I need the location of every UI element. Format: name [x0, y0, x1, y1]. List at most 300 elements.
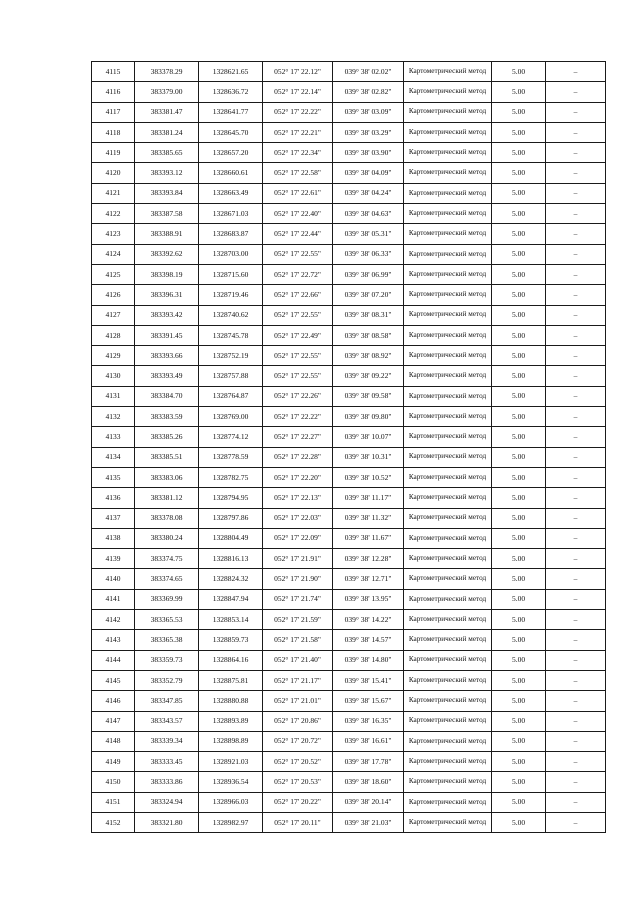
latitude-cell: 052° 17' 20.72" [263, 731, 333, 751]
longitude-cell: 039° 38' 20.14" [333, 792, 404, 812]
point-number-cell: 4128 [92, 325, 135, 345]
table-row [92, 691, 606, 711]
longitude-cell: 039° 38' 04.09" [333, 163, 404, 183]
latitude-cell: 052° 17' 22.22" [263, 102, 333, 122]
latitude-cell: 052° 17' 21.40" [263, 650, 333, 670]
point-number-cell: 4115 [92, 62, 135, 82]
point-number-cell: 4145 [92, 670, 135, 690]
y-coordinate-cell: 1328645.70 [199, 122, 263, 142]
note-cell: – [546, 467, 606, 487]
point-number-cell: 4138 [92, 528, 135, 548]
method-cell: Картометрический метод [404, 386, 492, 406]
point-number-cell: 4146 [92, 691, 135, 711]
note-cell: – [546, 305, 606, 325]
latitude-cell: 052° 17' 22.28" [263, 447, 333, 467]
table-row [92, 163, 606, 183]
method-cell: Картометрический метод [404, 508, 492, 528]
point-number-cell: 4133 [92, 427, 135, 447]
latitude-cell: 052° 17' 22.21" [263, 122, 333, 142]
x-coordinate-cell: 383347.85 [135, 691, 199, 711]
table-row [92, 528, 606, 548]
note-cell: – [546, 244, 606, 264]
note-cell: – [546, 386, 606, 406]
longitude-cell: 039° 38' 14.57" [333, 630, 404, 650]
method-cell: Картометрический метод [404, 183, 492, 203]
longitude-cell: 039° 38' 05.31" [333, 224, 404, 244]
point-number-cell: 4150 [92, 772, 135, 792]
method-cell: Картометрический метод [404, 792, 492, 812]
point-number-cell: 4131 [92, 386, 135, 406]
accuracy-cell: 5.00 [492, 488, 546, 508]
x-coordinate-cell: 383359.73 [135, 650, 199, 670]
method-cell: Картометрический метод [404, 407, 492, 427]
point-number-cell: 4121 [92, 183, 135, 203]
note-cell: – [546, 589, 606, 609]
table-row [92, 610, 606, 630]
x-coordinate-cell: 383378.29 [135, 62, 199, 82]
point-number-cell: 4129 [92, 346, 135, 366]
note-cell: – [546, 691, 606, 711]
method-cell: Картометрический метод [404, 528, 492, 548]
note-cell: – [546, 569, 606, 589]
longitude-cell: 039° 38' 03.09" [333, 102, 404, 122]
note-cell: – [546, 366, 606, 386]
x-coordinate-cell: 383374.65 [135, 569, 199, 589]
x-coordinate-cell: 383381.24 [135, 122, 199, 142]
latitude-cell: 052° 17' 21.58" [263, 630, 333, 650]
point-number-cell: 4127 [92, 305, 135, 325]
accuracy-cell: 5.00 [492, 82, 546, 102]
point-number-cell: 4134 [92, 447, 135, 467]
method-cell: Картометрический метод [404, 488, 492, 508]
latitude-cell: 052° 17' 21.17" [263, 670, 333, 690]
note-cell: – [546, 772, 606, 792]
y-coordinate-cell: 1328875.81 [199, 670, 263, 690]
y-coordinate-cell: 1328859.73 [199, 630, 263, 650]
y-coordinate-cell: 1328671.03 [199, 204, 263, 224]
table-row [92, 792, 606, 812]
x-coordinate-cell: 383321.80 [135, 812, 199, 832]
table-row [92, 183, 606, 203]
accuracy-cell: 5.00 [492, 102, 546, 122]
y-coordinate-cell: 1328778.59 [199, 447, 263, 467]
method-cell: Картометрический метод [404, 610, 492, 630]
method-cell: Картометрический метод [404, 467, 492, 487]
method-cell: Картометрический метод [404, 569, 492, 589]
point-number-cell: 4132 [92, 407, 135, 427]
accuracy-cell: 5.00 [492, 569, 546, 589]
accuracy-cell: 5.00 [492, 812, 546, 832]
x-coordinate-cell: 383388.91 [135, 224, 199, 244]
x-coordinate-cell: 383393.84 [135, 183, 199, 203]
y-coordinate-cell: 1328657.20 [199, 143, 263, 163]
accuracy-cell: 5.00 [492, 183, 546, 203]
note-cell: – [546, 549, 606, 569]
point-number-cell: 4149 [92, 752, 135, 772]
y-coordinate-cell: 1328893.89 [199, 711, 263, 731]
y-coordinate-cell: 1328936.54 [199, 772, 263, 792]
accuracy-cell: 5.00 [492, 325, 546, 345]
method-cell: Картометрический метод [404, 812, 492, 832]
longitude-cell: 039° 38' 03.90" [333, 143, 404, 163]
y-coordinate-cell: 1328745.78 [199, 325, 263, 345]
latitude-cell: 052° 17' 20.53" [263, 772, 333, 792]
table-row [92, 731, 606, 751]
point-number-cell: 4142 [92, 610, 135, 630]
y-coordinate-cell: 1328764.87 [199, 386, 263, 406]
accuracy-cell: 5.00 [492, 752, 546, 772]
longitude-cell: 039° 38' 13.95" [333, 589, 404, 609]
note-cell: – [546, 427, 606, 447]
x-coordinate-cell: 383369.99 [135, 589, 199, 609]
longitude-cell: 039° 38' 04.63" [333, 204, 404, 224]
accuracy-cell: 5.00 [492, 772, 546, 792]
x-coordinate-cell: 383393.12 [135, 163, 199, 183]
method-cell: Картометрический метод [404, 204, 492, 224]
method-cell: Картометрический метод [404, 102, 492, 122]
note-cell: – [546, 163, 606, 183]
latitude-cell: 052° 17' 22.55" [263, 346, 333, 366]
latitude-cell: 052° 17' 22.13" [263, 488, 333, 508]
accuracy-cell: 5.00 [492, 528, 546, 548]
point-number-cell: 4147 [92, 711, 135, 731]
table-row [92, 407, 606, 427]
longitude-cell: 039° 38' 21.03" [333, 812, 404, 832]
method-cell: Картометрический метод [404, 143, 492, 163]
x-coordinate-cell: 383392.62 [135, 244, 199, 264]
x-coordinate-cell: 383343.57 [135, 711, 199, 731]
latitude-cell: 052° 17' 20.86" [263, 711, 333, 731]
point-number-cell: 4116 [92, 82, 135, 102]
table-row [92, 325, 606, 345]
y-coordinate-cell: 1328797.86 [199, 508, 263, 528]
method-cell: Картометрический метод [404, 711, 492, 731]
longitude-cell: 039° 38' 12.71" [333, 569, 404, 589]
longitude-cell: 039° 38' 08.31" [333, 305, 404, 325]
accuracy-cell: 5.00 [492, 691, 546, 711]
point-number-cell: 4126 [92, 285, 135, 305]
longitude-cell: 039° 38' 11.32" [333, 508, 404, 528]
y-coordinate-cell: 1328719.46 [199, 285, 263, 305]
table-row [92, 62, 606, 82]
latitude-cell: 052° 17' 22.49" [263, 325, 333, 345]
table-row [92, 122, 606, 142]
x-coordinate-cell: 383385.26 [135, 427, 199, 447]
note-cell: – [546, 812, 606, 832]
latitude-cell: 052° 17' 22.40" [263, 204, 333, 224]
point-number-cell: 4139 [92, 549, 135, 569]
note-cell: – [546, 447, 606, 467]
x-coordinate-cell: 383396.31 [135, 285, 199, 305]
latitude-cell: 052° 17' 22.72" [263, 264, 333, 284]
table-row [92, 670, 606, 690]
method-cell: Картометрический метод [404, 630, 492, 650]
x-coordinate-cell: 383324.94 [135, 792, 199, 812]
x-coordinate-cell: 383391.45 [135, 325, 199, 345]
note-cell: – [546, 183, 606, 203]
latitude-cell: 052° 17' 21.01" [263, 691, 333, 711]
y-coordinate-cell: 1328794.95 [199, 488, 263, 508]
x-coordinate-cell: 383381.47 [135, 102, 199, 122]
accuracy-cell: 5.00 [492, 346, 546, 366]
point-number-cell: 4143 [92, 630, 135, 650]
point-number-cell: 4141 [92, 589, 135, 609]
point-number-cell: 4152 [92, 812, 135, 832]
accuracy-cell: 5.00 [492, 447, 546, 467]
latitude-cell: 052° 17' 21.90" [263, 569, 333, 589]
accuracy-cell: 5.00 [492, 467, 546, 487]
point-number-cell: 4123 [92, 224, 135, 244]
y-coordinate-cell: 1328636.72 [199, 82, 263, 102]
note-cell: – [546, 630, 606, 650]
x-coordinate-cell: 383383.06 [135, 467, 199, 487]
x-coordinate-cell: 383384.70 [135, 386, 199, 406]
y-coordinate-cell: 1328683.87 [199, 224, 263, 244]
accuracy-cell: 5.00 [492, 670, 546, 690]
table-row [92, 752, 606, 772]
longitude-cell: 039° 38' 02.82" [333, 82, 404, 102]
accuracy-cell: 5.00 [492, 792, 546, 812]
table-row [92, 549, 606, 569]
x-coordinate-cell: 383385.51 [135, 447, 199, 467]
x-coordinate-cell: 383339.34 [135, 731, 199, 751]
table-row [92, 285, 606, 305]
note-cell: – [546, 82, 606, 102]
accuracy-cell: 5.00 [492, 204, 546, 224]
note-cell: – [546, 508, 606, 528]
note-cell: – [546, 711, 606, 731]
note-cell: – [546, 650, 606, 670]
table-row [92, 650, 606, 670]
longitude-cell: 039° 38' 10.07" [333, 427, 404, 447]
table-row [92, 772, 606, 792]
note-cell: – [546, 528, 606, 548]
note-cell: – [546, 122, 606, 142]
point-number-cell: 4148 [92, 731, 135, 751]
x-coordinate-cell: 383374.75 [135, 549, 199, 569]
latitude-cell: 052° 17' 22.55" [263, 244, 333, 264]
table-row [92, 346, 606, 366]
x-coordinate-cell: 383352.79 [135, 670, 199, 690]
y-coordinate-cell: 1328921.03 [199, 752, 263, 772]
accuracy-cell: 5.00 [492, 427, 546, 447]
method-cell: Картометрический метод [404, 122, 492, 142]
table-row [92, 467, 606, 487]
y-coordinate-cell: 1328757.88 [199, 366, 263, 386]
method-cell: Картометрический метод [404, 244, 492, 264]
note-cell: – [546, 143, 606, 163]
longitude-cell: 039° 38' 06.99" [333, 264, 404, 284]
coordinates-table [91, 61, 606, 833]
method-cell: Картометрический метод [404, 224, 492, 244]
note-cell: – [546, 285, 606, 305]
latitude-cell: 052° 17' 22.20" [263, 467, 333, 487]
latitude-cell: 052° 17' 22.55" [263, 305, 333, 325]
latitude-cell: 052° 17' 22.14" [263, 82, 333, 102]
x-coordinate-cell: 383365.38 [135, 630, 199, 650]
note-cell: – [546, 792, 606, 812]
method-cell: Картометрический метод [404, 305, 492, 325]
latitude-cell: 052° 17' 21.59" [263, 610, 333, 630]
note-cell: – [546, 407, 606, 427]
point-number-cell: 4140 [92, 569, 135, 589]
x-coordinate-cell: 383385.65 [135, 143, 199, 163]
point-number-cell: 4144 [92, 650, 135, 670]
point-number-cell: 4124 [92, 244, 135, 264]
y-coordinate-cell: 1328769.00 [199, 407, 263, 427]
method-cell: Картометрический метод [404, 447, 492, 467]
longitude-cell: 039° 38' 12.28" [333, 549, 404, 569]
x-coordinate-cell: 383333.86 [135, 772, 199, 792]
note-cell: – [546, 731, 606, 751]
latitude-cell: 052° 17' 22.27" [263, 427, 333, 447]
longitude-cell: 039° 38' 08.58" [333, 325, 404, 345]
y-coordinate-cell: 1328663.49 [199, 183, 263, 203]
method-cell: Картометрический метод [404, 62, 492, 82]
y-coordinate-cell: 1328740.62 [199, 305, 263, 325]
method-cell: Картометрический метод [404, 589, 492, 609]
accuracy-cell: 5.00 [492, 630, 546, 650]
note-cell: – [546, 752, 606, 772]
x-coordinate-cell: 383380.24 [135, 528, 199, 548]
longitude-cell: 039° 38' 06.33" [333, 244, 404, 264]
accuracy-cell: 5.00 [492, 62, 546, 82]
latitude-cell: 052° 17' 20.22" [263, 792, 333, 812]
table-row [92, 711, 606, 731]
latitude-cell: 052° 17' 22.44" [263, 224, 333, 244]
table-row [92, 812, 606, 832]
table-row [92, 305, 606, 325]
table-body [92, 62, 606, 833]
point-number-cell: 4117 [92, 102, 135, 122]
longitude-cell: 039° 38' 17.78" [333, 752, 404, 772]
accuracy-cell: 5.00 [492, 386, 546, 406]
longitude-cell: 039° 38' 02.02" [333, 62, 404, 82]
y-coordinate-cell: 1328898.89 [199, 731, 263, 751]
latitude-cell: 052° 17' 22.03" [263, 508, 333, 528]
note-cell: – [546, 670, 606, 690]
accuracy-cell: 5.00 [492, 366, 546, 386]
x-coordinate-cell: 383379.00 [135, 82, 199, 102]
table-row [92, 569, 606, 589]
latitude-cell: 052° 17' 20.11" [263, 812, 333, 832]
x-coordinate-cell: 383393.49 [135, 366, 199, 386]
x-coordinate-cell: 383398.19 [135, 264, 199, 284]
note-cell: – [546, 224, 606, 244]
x-coordinate-cell: 383378.08 [135, 508, 199, 528]
x-coordinate-cell: 383387.58 [135, 204, 199, 224]
longitude-cell: 039° 38' 04.24" [333, 183, 404, 203]
y-coordinate-cell: 1328864.16 [199, 650, 263, 670]
x-coordinate-cell: 383333.45 [135, 752, 199, 772]
note-cell: – [546, 325, 606, 345]
method-cell: Картометрический метод [404, 346, 492, 366]
y-coordinate-cell: 1328966.03 [199, 792, 263, 812]
method-cell: Картометрический метод [404, 82, 492, 102]
method-cell: Картометрический метод [404, 691, 492, 711]
longitude-cell: 039° 38' 10.52" [333, 467, 404, 487]
note-cell: – [546, 62, 606, 82]
table-row [92, 224, 606, 244]
table-row [92, 366, 606, 386]
latitude-cell: 052° 17' 22.61" [263, 183, 333, 203]
method-cell: Картометрический метод [404, 670, 492, 690]
accuracy-cell: 5.00 [492, 549, 546, 569]
accuracy-cell: 5.00 [492, 711, 546, 731]
longitude-cell: 039° 38' 11.17" [333, 488, 404, 508]
method-cell: Картометрический метод [404, 264, 492, 284]
point-number-cell: 4122 [92, 204, 135, 224]
table-row [92, 427, 606, 447]
y-coordinate-cell: 1328752.19 [199, 346, 263, 366]
table-row [92, 386, 606, 406]
longitude-cell: 039° 38' 18.60" [333, 772, 404, 792]
y-coordinate-cell: 1328816.13 [199, 549, 263, 569]
longitude-cell: 039° 38' 14.80" [333, 650, 404, 670]
accuracy-cell: 5.00 [492, 650, 546, 670]
y-coordinate-cell: 1328660.61 [199, 163, 263, 183]
longitude-cell: 039° 38' 10.31" [333, 447, 404, 467]
y-coordinate-cell: 1328715.60 [199, 264, 263, 284]
latitude-cell: 052° 17' 22.55" [263, 366, 333, 386]
point-number-cell: 4135 [92, 467, 135, 487]
y-coordinate-cell: 1328621.65 [199, 62, 263, 82]
note-cell: – [546, 346, 606, 366]
point-number-cell: 4136 [92, 488, 135, 508]
x-coordinate-cell: 383393.42 [135, 305, 199, 325]
method-cell: Картометрический метод [404, 163, 492, 183]
method-cell: Картометрический метод [404, 650, 492, 670]
longitude-cell: 039° 38' 15.67" [333, 691, 404, 711]
longitude-cell: 039° 38' 15.41" [333, 670, 404, 690]
y-coordinate-cell: 1328880.88 [199, 691, 263, 711]
method-cell: Картометрический метод [404, 731, 492, 751]
latitude-cell: 052° 17' 21.91" [263, 549, 333, 569]
y-coordinate-cell: 1328641.77 [199, 102, 263, 122]
accuracy-cell: 5.00 [492, 731, 546, 751]
point-number-cell: 4119 [92, 143, 135, 163]
latitude-cell: 052° 17' 22.34" [263, 143, 333, 163]
accuracy-cell: 5.00 [492, 122, 546, 142]
table-row [92, 244, 606, 264]
method-cell: Картометрический метод [404, 772, 492, 792]
method-cell: Картометрический метод [404, 325, 492, 345]
point-number-cell: 4130 [92, 366, 135, 386]
point-number-cell: 4120 [92, 163, 135, 183]
accuracy-cell: 5.00 [492, 508, 546, 528]
table-row [92, 447, 606, 467]
y-coordinate-cell: 1328703.00 [199, 244, 263, 264]
table-row [92, 264, 606, 284]
method-cell: Картометрический метод [404, 752, 492, 772]
method-cell: Картометрический метод [404, 427, 492, 447]
method-cell: Картометрический метод [404, 285, 492, 305]
table-row [92, 143, 606, 163]
longitude-cell: 039° 38' 14.22" [333, 610, 404, 630]
point-number-cell: 4125 [92, 264, 135, 284]
latitude-cell: 052° 17' 20.52" [263, 752, 333, 772]
table-row [92, 508, 606, 528]
y-coordinate-cell: 1328982.97 [199, 812, 263, 832]
x-coordinate-cell: 383393.66 [135, 346, 199, 366]
longitude-cell: 039° 38' 03.29" [333, 122, 404, 142]
latitude-cell: 052° 17' 21.74" [263, 589, 333, 609]
latitude-cell: 052° 17' 22.66" [263, 285, 333, 305]
accuracy-cell: 5.00 [492, 589, 546, 609]
longitude-cell: 039° 38' 09.58" [333, 386, 404, 406]
point-number-cell: 4118 [92, 122, 135, 142]
note-cell: – [546, 264, 606, 284]
